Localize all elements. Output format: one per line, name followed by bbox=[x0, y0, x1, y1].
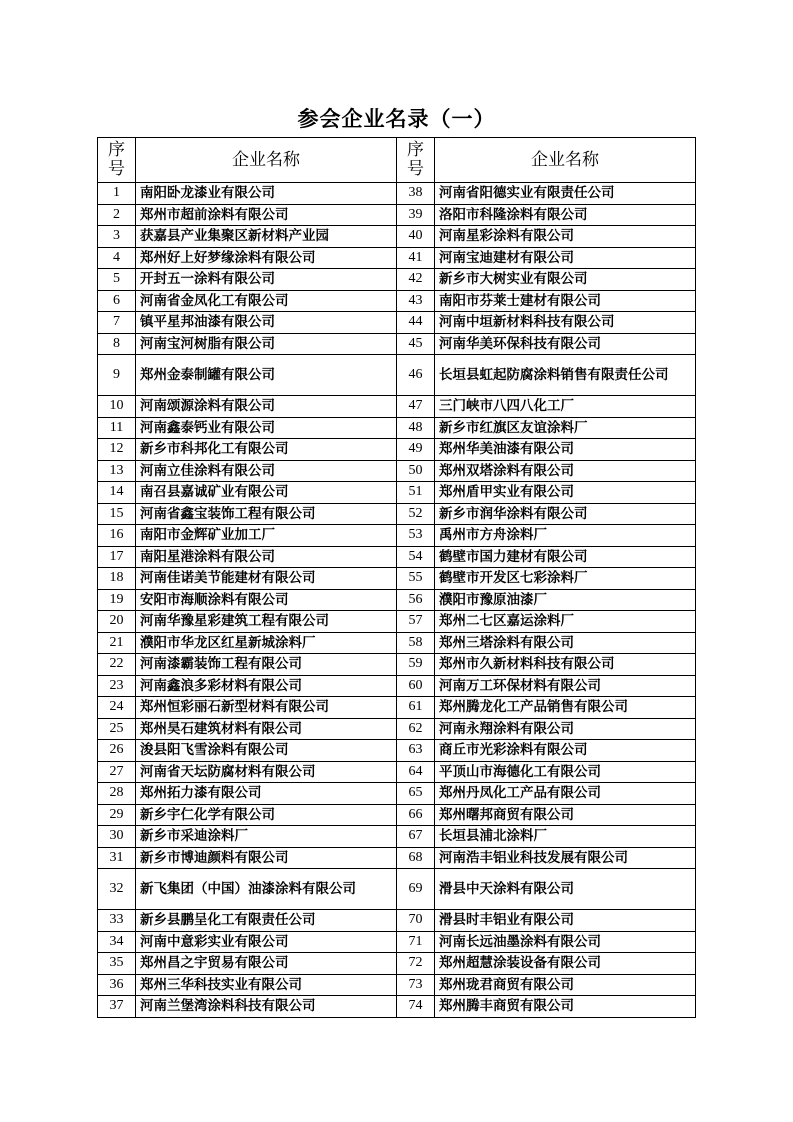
company-name-right: 洛阳市科隆涂料有限公司 bbox=[435, 204, 696, 226]
company-name-left: 河南鑫浪多彩材料有限公司 bbox=[136, 675, 397, 697]
table-row bbox=[98, 675, 696, 697]
company-name-right: 商丘市光彩涂料有限公司 bbox=[435, 740, 696, 762]
row-number-right: 64 bbox=[397, 761, 435, 783]
table-row bbox=[98, 290, 696, 312]
company-name-left: 获嘉县产业集聚区新材料产业园 bbox=[136, 226, 397, 248]
table-row bbox=[98, 804, 696, 826]
company-name-right: 河南宝迪建材有限公司 bbox=[435, 247, 696, 269]
row-number-right: 71 bbox=[397, 931, 435, 953]
company-name-right: 滑县中天涂料有限公司 bbox=[435, 869, 696, 910]
table-row bbox=[98, 312, 696, 334]
table-row bbox=[98, 482, 696, 504]
company-name-right: 长垣县浦北涂料厂 bbox=[435, 826, 696, 848]
row-number-right: 60 bbox=[397, 675, 435, 697]
table-row bbox=[98, 761, 696, 783]
company-name-left: 新乡宇仁化学有限公司 bbox=[136, 804, 397, 826]
row-number-left: 30 bbox=[98, 826, 136, 848]
company-name-left: 河南中意彩实业有限公司 bbox=[136, 931, 397, 953]
table-row bbox=[98, 953, 696, 975]
row-number-right: 49 bbox=[397, 439, 435, 461]
company-name-right: 郑州市久新材料科技有限公司 bbox=[435, 654, 696, 676]
company-name-left: 郑州好上好梦缘涂料有限公司 bbox=[136, 247, 397, 269]
row-number-left: 6 bbox=[98, 290, 136, 312]
company-name-left: 新乡市科邦化工有限公司 bbox=[136, 439, 397, 461]
table-row bbox=[98, 611, 696, 633]
table-row bbox=[98, 503, 696, 525]
company-name-left: 新乡市采迪涂料厂 bbox=[136, 826, 397, 848]
table-row bbox=[98, 697, 696, 719]
table-row bbox=[98, 183, 696, 205]
company-name-right: 平顶山市海德化工有限公司 bbox=[435, 761, 696, 783]
row-number-right: 54 bbox=[397, 546, 435, 568]
row-number-left: 21 bbox=[98, 632, 136, 654]
row-number-right: 41 bbox=[397, 247, 435, 269]
company-name-left: 开封五一涂料有限公司 bbox=[136, 269, 397, 291]
table-row bbox=[98, 247, 696, 269]
row-number-right: 43 bbox=[397, 290, 435, 312]
row-number-right: 56 bbox=[397, 589, 435, 611]
table-row bbox=[98, 783, 696, 805]
row-number-right: 40 bbox=[397, 226, 435, 248]
row-number-right: 55 bbox=[397, 568, 435, 590]
company-name-right: 滑县时丰铝业有限公司 bbox=[435, 910, 696, 932]
row-number-left: 17 bbox=[98, 546, 136, 568]
company-name-left: 河南颂源涂料有限公司 bbox=[136, 396, 397, 418]
table-row bbox=[98, 931, 696, 953]
row-number-left: 36 bbox=[98, 974, 136, 996]
company-name-left: 南召县嘉诚矿业有限公司 bbox=[136, 482, 397, 504]
row-number-left: 25 bbox=[98, 718, 136, 740]
company-name-right: 河南中垣新材料科技有限公司 bbox=[435, 312, 696, 334]
company-name-right: 郑州丹凤化工产品有限公司 bbox=[435, 783, 696, 805]
company-name-right: 河南长远油墨涂料有限公司 bbox=[435, 931, 696, 953]
company-name-left: 河南省天坛防腐材料有限公司 bbox=[136, 761, 397, 783]
company-name-right: 河南浩丰铝业科技发展有限公司 bbox=[435, 847, 696, 869]
row-number-right: 73 bbox=[397, 974, 435, 996]
company-name-right: 河南星彩涂料有限公司 bbox=[435, 226, 696, 248]
company-name-right: 郑州珑君商贸有限公司 bbox=[435, 974, 696, 996]
table-row bbox=[98, 226, 696, 248]
row-number-right: 44 bbox=[397, 312, 435, 334]
company-name-left: 郑州恒彩丽石新型材料有限公司 bbox=[136, 697, 397, 719]
row-number-left: 10 bbox=[98, 396, 136, 418]
company-name-right: 河南华美环保科技有限公司 bbox=[435, 333, 696, 355]
row-number-left: 33 bbox=[98, 910, 136, 932]
row-number-right: 69 bbox=[397, 869, 435, 910]
header-name-right: 企业名称 bbox=[435, 138, 696, 183]
row-number-right: 42 bbox=[397, 269, 435, 291]
company-name-left: 河南省鑫宝装饰工程有限公司 bbox=[136, 503, 397, 525]
company-name-right: 郑州华美油漆有限公司 bbox=[435, 439, 696, 461]
row-number-left: 35 bbox=[98, 953, 136, 975]
row-number-left: 18 bbox=[98, 568, 136, 590]
row-number-left: 15 bbox=[98, 503, 136, 525]
row-number-right: 62 bbox=[397, 718, 435, 740]
company-name-left: 河南立佳涂料有限公司 bbox=[136, 460, 397, 482]
row-number-left: 9 bbox=[98, 355, 136, 396]
header-no-right: 序号 bbox=[397, 138, 435, 183]
company-name-right: 郑州超慧涂装设备有限公司 bbox=[435, 953, 696, 975]
header-name-left: 企业名称 bbox=[136, 138, 397, 183]
table-row bbox=[98, 525, 696, 547]
row-number-left: 3 bbox=[98, 226, 136, 248]
company-name-left: 郑州拓力漆有限公司 bbox=[136, 783, 397, 805]
row-number-right: 66 bbox=[397, 804, 435, 826]
company-name-right: 濮阳市豫原油漆厂 bbox=[435, 589, 696, 611]
row-number-left: 24 bbox=[98, 697, 136, 719]
company-name-left: 河南兰堡湾涂料科技有限公司 bbox=[136, 996, 397, 1018]
company-roster-table bbox=[97, 137, 696, 1018]
company-name-right: 新乡市润华涂料有限公司 bbox=[435, 503, 696, 525]
row-number-left: 23 bbox=[98, 675, 136, 697]
table-row bbox=[98, 439, 696, 461]
company-name-left: 河南宝河树脂有限公司 bbox=[136, 333, 397, 355]
document-title: 参会企业名录（一） bbox=[297, 106, 496, 131]
row-number-right: 52 bbox=[397, 503, 435, 525]
header-no-left: 序号 bbox=[98, 138, 136, 183]
row-number-left: 2 bbox=[98, 204, 136, 226]
row-number-right: 48 bbox=[397, 417, 435, 439]
row-number-left: 32 bbox=[98, 869, 136, 910]
row-number-left: 19 bbox=[98, 589, 136, 611]
row-number-left: 14 bbox=[98, 482, 136, 504]
row-number-left: 16 bbox=[98, 525, 136, 547]
table-row bbox=[98, 718, 696, 740]
company-name-left: 镇平星邦油漆有限公司 bbox=[136, 312, 397, 334]
company-name-left: 安阳市海顺涂料有限公司 bbox=[136, 589, 397, 611]
company-name-left: 新飞集团（中国）油漆涂料有限公司 bbox=[136, 869, 397, 910]
company-name-left: 新乡市博迪颜料有限公司 bbox=[136, 847, 397, 869]
row-number-right: 47 bbox=[397, 396, 435, 418]
row-number-right: 50 bbox=[397, 460, 435, 482]
row-number-left: 1 bbox=[98, 183, 136, 205]
row-number-right: 68 bbox=[397, 847, 435, 869]
table-header-row bbox=[98, 138, 696, 183]
row-number-left: 5 bbox=[98, 269, 136, 291]
table-row bbox=[98, 740, 696, 762]
company-name-right: 郑州盾甲实业有限公司 bbox=[435, 482, 696, 504]
row-number-left: 8 bbox=[98, 333, 136, 355]
table-row bbox=[98, 869, 696, 910]
row-number-left: 29 bbox=[98, 804, 136, 826]
table-row bbox=[98, 546, 696, 568]
table-row bbox=[98, 460, 696, 482]
company-name-right: 新乡市大树实业有限公司 bbox=[435, 269, 696, 291]
company-name-right: 长垣县虹起防腐涂料销售有限责任公司 bbox=[435, 355, 696, 396]
row-number-left: 34 bbox=[98, 931, 136, 953]
company-name-right: 河南万工环保材料有限公司 bbox=[435, 675, 696, 697]
row-number-left: 11 bbox=[98, 417, 136, 439]
company-name-left: 河南鑫泰钙业有限公司 bbox=[136, 417, 397, 439]
row-number-right: 59 bbox=[397, 654, 435, 676]
company-name-right: 南阳市芬莱士建材有限公司 bbox=[435, 290, 696, 312]
row-number-right: 51 bbox=[397, 482, 435, 504]
company-name-right: 鹤壁市国力建材有限公司 bbox=[435, 546, 696, 568]
row-number-left: 13 bbox=[98, 460, 136, 482]
company-name-left: 河南漆霸装饰工程有限公司 bbox=[136, 654, 397, 676]
row-number-left: 7 bbox=[98, 312, 136, 334]
table-body bbox=[98, 183, 696, 1018]
row-number-left: 27 bbox=[98, 761, 136, 783]
company-name-left: 浚县阳飞雪涂料有限公司 bbox=[136, 740, 397, 762]
table-row bbox=[98, 333, 696, 355]
company-name-right: 郑州曙邦商贸有限公司 bbox=[435, 804, 696, 826]
table-row bbox=[98, 632, 696, 654]
company-name-right: 郑州双塔涂料有限公司 bbox=[435, 460, 696, 482]
company-name-right: 郑州三塔涂料有限公司 bbox=[435, 632, 696, 654]
table-row bbox=[98, 396, 696, 418]
row-number-right: 65 bbox=[397, 783, 435, 805]
company-name-right: 新乡市红旗区友谊涂料厂 bbox=[435, 417, 696, 439]
table-row bbox=[98, 568, 696, 590]
table-row bbox=[98, 417, 696, 439]
row-number-right: 63 bbox=[397, 740, 435, 762]
table-row bbox=[98, 847, 696, 869]
row-number-right: 70 bbox=[397, 910, 435, 932]
table-row bbox=[98, 996, 696, 1018]
row-number-left: 4 bbox=[98, 247, 136, 269]
table-row bbox=[98, 355, 696, 396]
table-row bbox=[98, 204, 696, 226]
company-name-left: 河南省金凤化工有限公司 bbox=[136, 290, 397, 312]
company-name-left: 郑州市超前涂料有限公司 bbox=[136, 204, 397, 226]
company-name-left: 郑州金泰制罐有限公司 bbox=[136, 355, 397, 396]
row-number-right: 45 bbox=[397, 333, 435, 355]
company-name-right: 禹州市方舟涂料厂 bbox=[435, 525, 696, 547]
company-name-right: 河南永翔涂料有限公司 bbox=[435, 718, 696, 740]
row-number-right: 39 bbox=[397, 204, 435, 226]
table-row bbox=[98, 269, 696, 291]
company-name-right: 三门峡市八四八化工厂 bbox=[435, 396, 696, 418]
row-number-left: 26 bbox=[98, 740, 136, 762]
company-name-right: 郑州腾丰商贸有限公司 bbox=[435, 996, 696, 1018]
company-name-left: 河南华豫星彩建筑工程有限公司 bbox=[136, 611, 397, 633]
company-name-left: 新乡县鹏呈化工有限责任公司 bbox=[136, 910, 397, 932]
table-row bbox=[98, 589, 696, 611]
row-number-left: 20 bbox=[98, 611, 136, 633]
row-number-right: 46 bbox=[397, 355, 435, 396]
company-name-left: 郑州昌之宇贸易有限公司 bbox=[136, 953, 397, 975]
row-number-right: 74 bbox=[397, 996, 435, 1018]
table-row bbox=[98, 654, 696, 676]
row-number-left: 31 bbox=[98, 847, 136, 869]
company-name-right: 郑州腾龙化工产品销售有限公司 bbox=[435, 697, 696, 719]
row-number-right: 58 bbox=[397, 632, 435, 654]
company-name-right: 鹤壁市开发区七彩涂料厂 bbox=[435, 568, 696, 590]
row-number-right: 38 bbox=[397, 183, 435, 205]
row-number-left: 28 bbox=[98, 783, 136, 805]
row-number-right: 61 bbox=[397, 697, 435, 719]
row-number-left: 37 bbox=[98, 996, 136, 1018]
company-name-left: 南阳星港涂料有限公司 bbox=[136, 546, 397, 568]
company-name-right: 河南省阳德实业有限责任公司 bbox=[435, 183, 696, 205]
table-row bbox=[98, 826, 696, 848]
table-row bbox=[98, 974, 696, 996]
company-name-left: 河南佳诺美节能建材有限公司 bbox=[136, 568, 397, 590]
company-name-left: 南阳市金辉矿业加工厂 bbox=[136, 525, 397, 547]
company-name-right: 郑州二七区嘉运涂料厂 bbox=[435, 611, 696, 633]
company-name-left: 郑州三华科技实业有限公司 bbox=[136, 974, 397, 996]
row-number-right: 72 bbox=[397, 953, 435, 975]
company-name-left: 濮阳市华龙区红星新城涂料厂 bbox=[136, 632, 397, 654]
row-number-left: 12 bbox=[98, 439, 136, 461]
row-number-left: 22 bbox=[98, 654, 136, 676]
company-name-left: 郑州昊石建筑材料有限公司 bbox=[136, 718, 397, 740]
row-number-right: 57 bbox=[397, 611, 435, 633]
company-name-left: 南阳卧龙漆业有限公司 bbox=[136, 183, 397, 205]
table-row bbox=[98, 910, 696, 932]
row-number-right: 53 bbox=[397, 525, 435, 547]
row-number-right: 67 bbox=[397, 826, 435, 848]
